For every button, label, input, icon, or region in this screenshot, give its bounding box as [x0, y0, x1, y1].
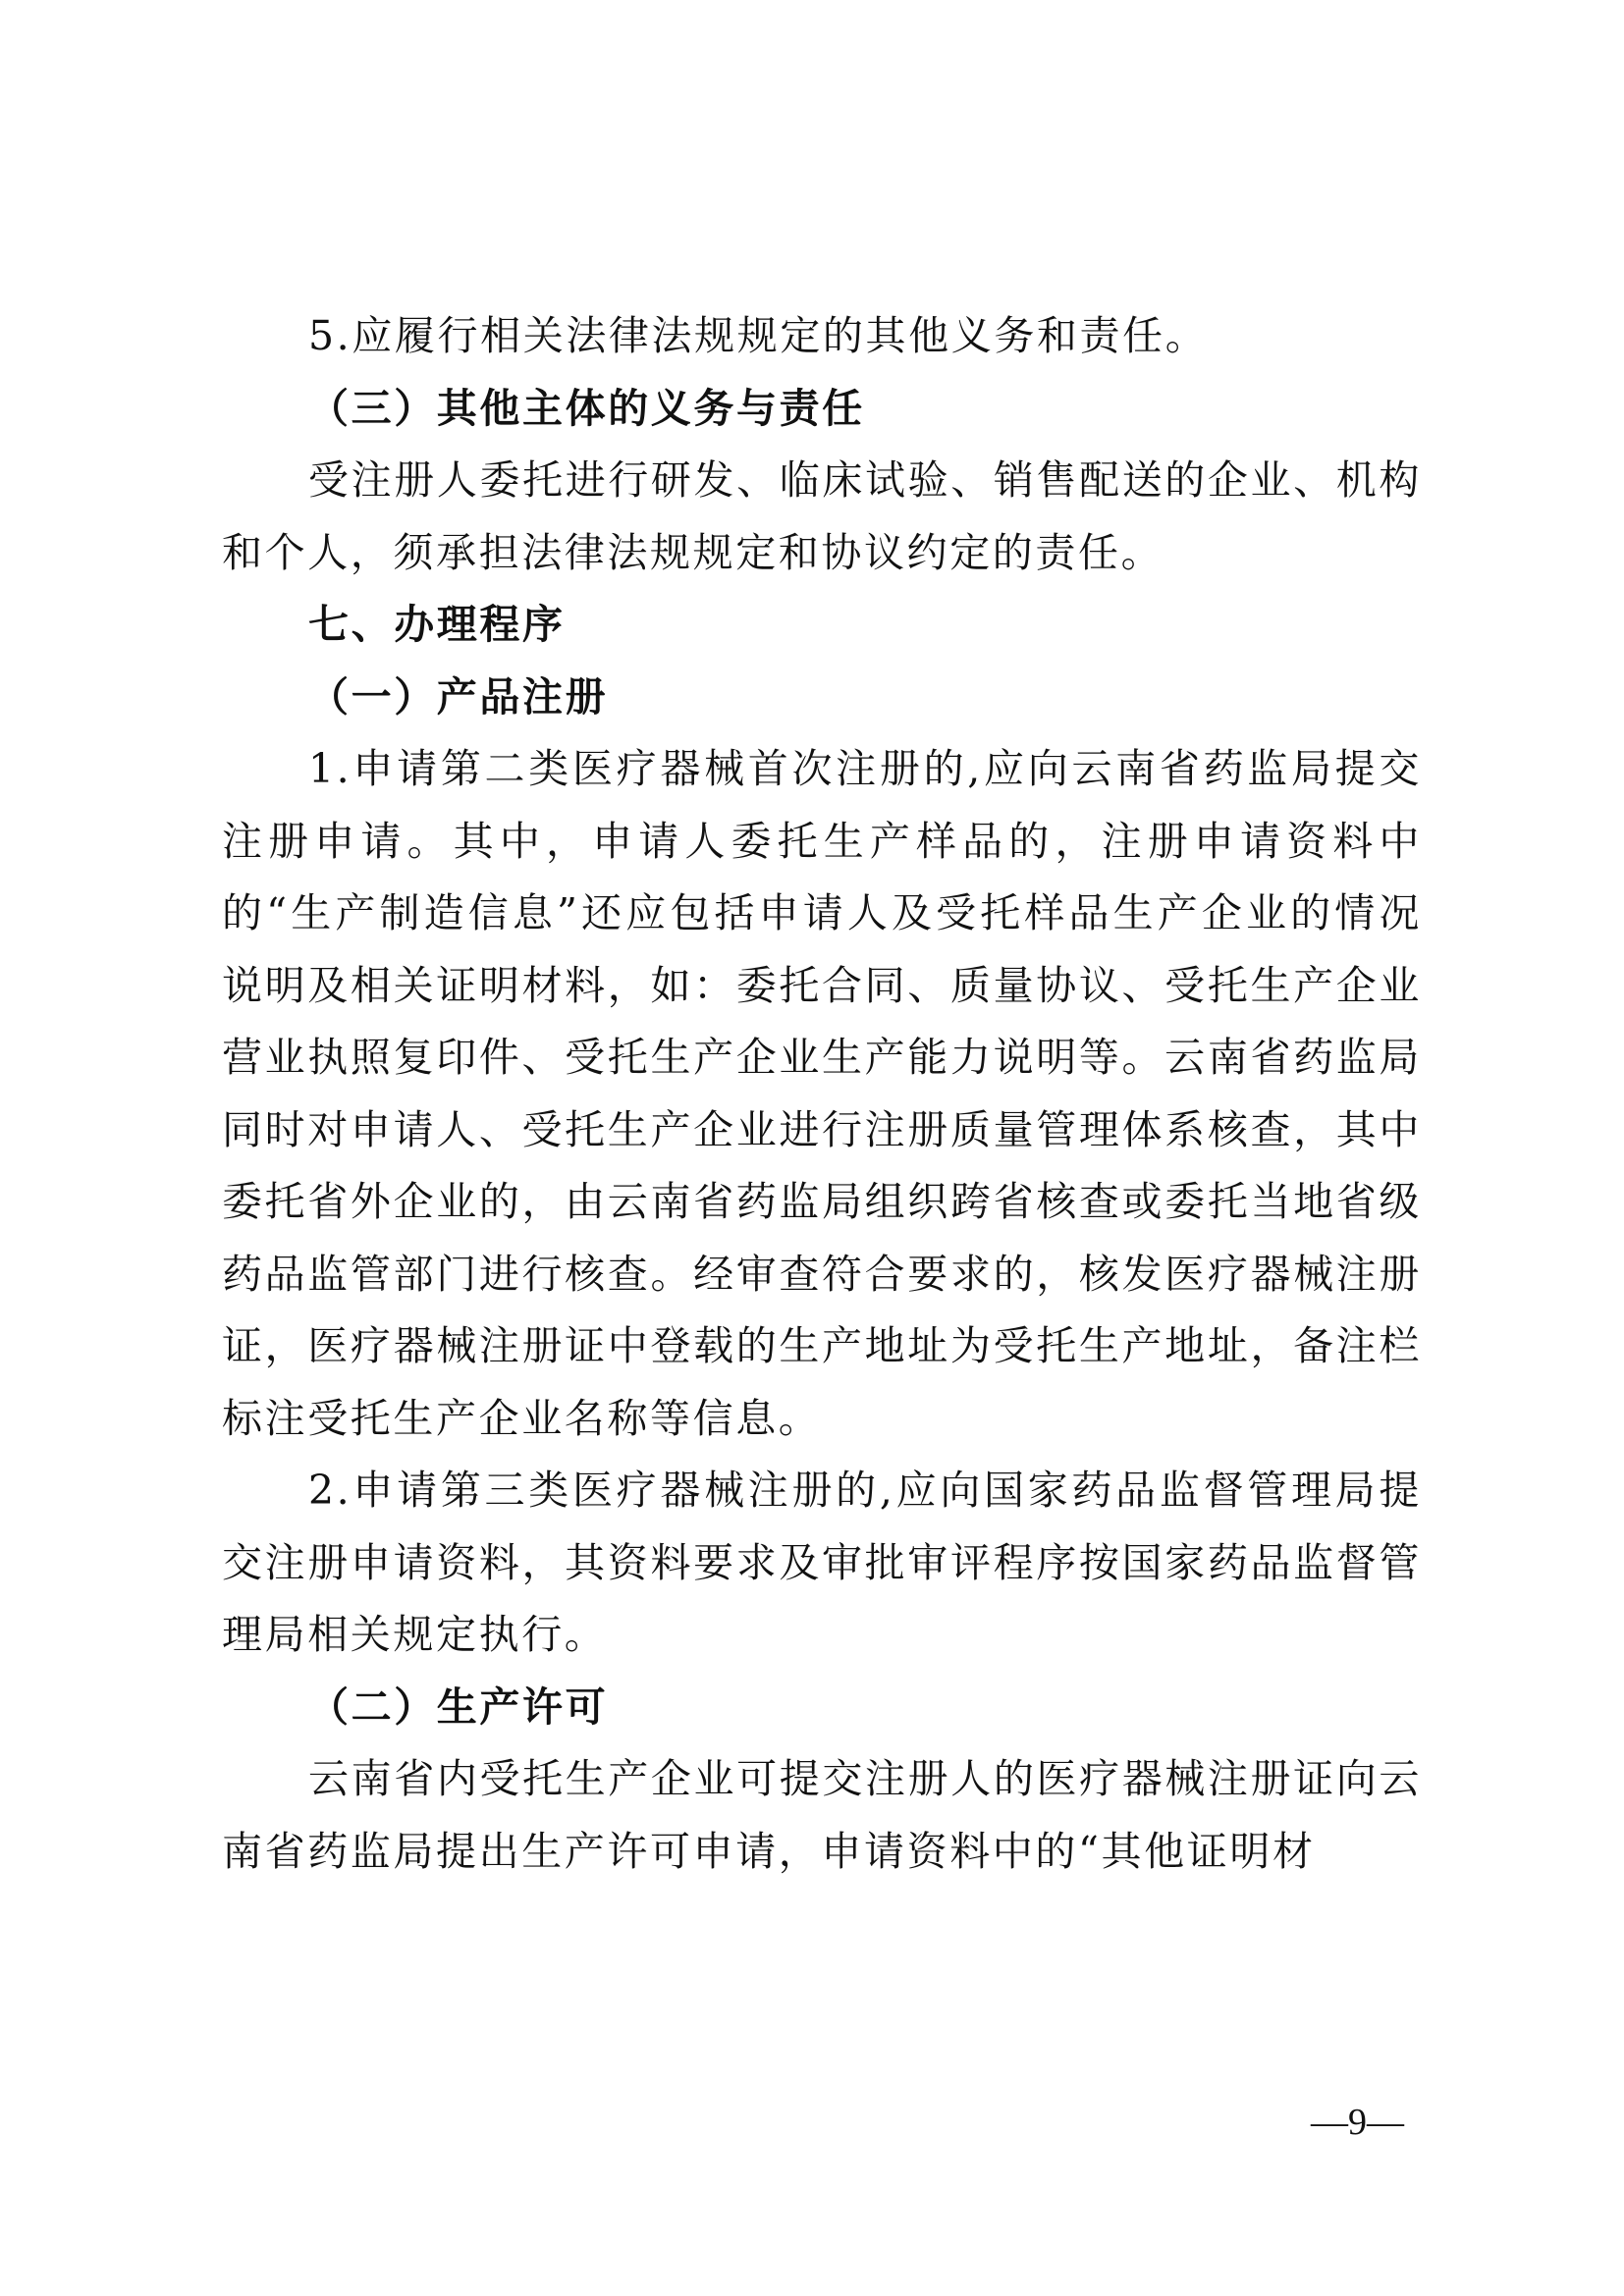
page-number: —9— — [1311, 2102, 1404, 2143]
section-heading-procedure: 七、办理程序 — [308, 601, 566, 648]
subheading-product-registration: （一）产品注册 — [308, 672, 609, 721]
paragraph-obligation-5: 5.应履行相关法律法规规定的其他义务和责任。 — [308, 312, 1209, 359]
body-text — [222, 300, 1422, 1888]
subheading-other-parties: （三）其他主体的义务与责任 — [308, 384, 865, 432]
paragraph-production-license: 云南省内受托生产企业可提交注册人的医疗器械注册证向云南省药监局提出生产许可申请，申请资料中的“其他证明材 — [222, 1755, 1422, 1875]
paragraph-entrusted-parties: 受注册人委托进行研发、临床试验、销售配送的企业、机构和个人，须承担法律法规规定和协议约定的责任。 — [222, 456, 1422, 576]
paragraph-class-ii-registration: 1.申请第二类医疗器械首次注册的,应向云南省药监局提交注册申请。其中，申请人委托生产样品的，注册申请资料中的“生产制造信息”还应包括申请人及受托样品生产企业的情况说明及相关证明材料，如：委托合同、质量协议、受托生产企业营业执照复印件、受托生产企业生产能力说明等。云南省药监局同时对申请人、受托生产企业进行注册质量管理体系核查，其中委托省外企业的，由云南省药监局组织跨省核查或委托当地省级药品监管部门进行核查。经审查符合要求的，核发医疗器械注册证，医疗器械注册证中登载的生产地址为受托生产地址，备注栏标注受托生产企业名称等信息。 — [222, 745, 1422, 1442]
paragraph-class-iii-registration: 2.申请第三类医疗器械注册的,应向国家药品监督管理局提交注册申请资料，其资料要求及审批审评程序按国家药品监督管理局相关规定执行。 — [222, 1467, 1422, 1658]
subheading-production-license: （二）生产许可 — [308, 1682, 609, 1731]
